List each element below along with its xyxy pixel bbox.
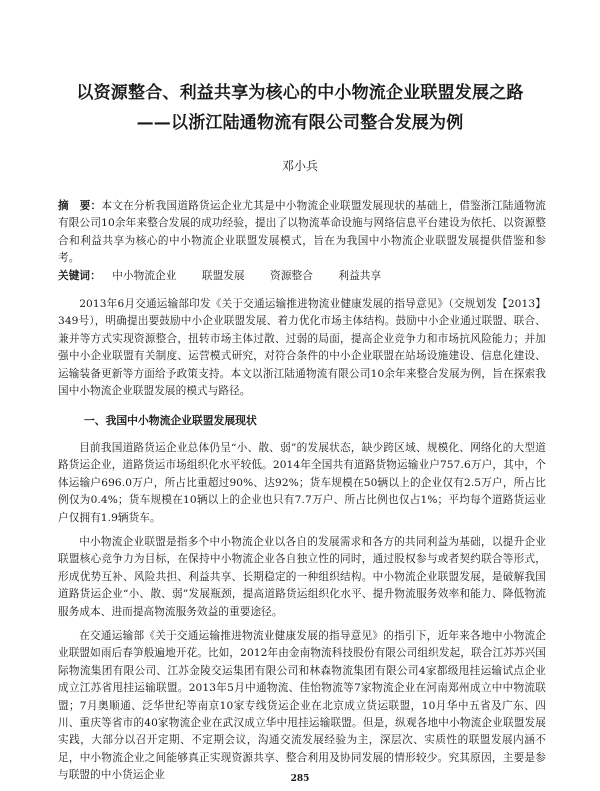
paper-subtitle: ——以浙江陆通物流有限公司整合发展为例 [136, 113, 464, 133]
keyword-item: 资源整合 [270, 270, 313, 282]
paper-title: 以资源整合、利益共享为核心的中小物流企业联盟发展之路 [76, 83, 524, 103]
keywords [58, 268, 546, 285]
section-heading: 一、我国中小物流企业联盟发展现状 [84, 414, 257, 427]
author-name: 邓小兵 [281, 159, 318, 173]
body-paragraph-examples: 在交通运输部《关于交通运输推进物流业健康发展的指导意见》的指引下，近年来各地中小物流企业联盟如雨后春笋般遍地开花。比如，2012年由金南物流科技股份有限公司组织发起，联合江苏苏兴国际物流集团有限公司、江苏金陵交运集团有限公司和林森物流集团有限公司4家都级甩挂运输试点企业成立江苏省甩挂运输联盟。2013年5月中通物流、佳怡物流等7家物流企业在河南郑州成立中中物流联盟；7月奥顺通、泛华世纪等南京10家专线货运企业在北京成立货运联盟，10月华中五省及广东、四川、重庆等省市的40家物流企业在武汉成立华中甩挂运输联盟。但是，纵观各地中小物流企业联盟发展实践，大部分以召开定期、不定期会议，沟通交流发展经验为主，深层次、实质性的联盟发展内涵不足，中小物流企业之间能够真正实现资源共享、整合利用及协同发展的情形较少。究其原因，主要是参与联盟的中小货运企业 [58, 630, 546, 782]
body-paragraph-status: 目前我国道路货运企业总体仍呈“小、散、弱”的发展状态，缺少跨区域、规模化、网络化的大型道路货运企业，道路货运市场组织化水平较低。2014年全国共有道路货物运输业户757.6万户，其中，个体运输户696.0万户，所占比重超过90%、达92%；货车规模在50辆以上的企业仅有2.5万户，所占比例仅为0.4%；货车规模在10辆以上的企业也只有7.7万户、所占比例也仅占1%；平均每个道路货运业户仅拥有1.9辆货车。 [58, 442, 546, 524]
keyword-item: 联盟发展 [201, 270, 245, 282]
page-number: 285 [290, 774, 310, 784]
abstract-label: 摘 要： [58, 200, 102, 212]
keyword-item: 中小物流企业 [112, 270, 177, 282]
body-paragraph-intro: 2013年6月交通运输部印发《关于交通运输推进物流业健康发展的指导意见》（交规划发【2013】349号），明确提出要鼓励中小企业联盟发展、着力优化市场主体结构。鼓励中小企业通过联盟、联合、兼并等方式实现资源整合，扭转市场主体过散、过弱的局面，提高企业竞争力和市场抗风险能力；并加强中小企业联盟有关制度、运营模式研究，对符合条件的中小企业联盟在站场设施建设、信息化建设、运输装备更新等方面给予政策支持。本文以浙江陆通物流有限公司10余年来整合发展为例，旨在探索我国中小物流企业联盟发展的模式与路径。 [58, 298, 546, 398]
keyword-item: 利益共享 [338, 270, 382, 282]
keywords-label: 关键词： [58, 270, 101, 282]
abstract [58, 198, 546, 268]
abstract-text: 本文在分析我国道路货运企业尤其是中小物流企业联盟发展现状的基础上，借鉴浙江陆通物流有限公司10余年来整合发展的成功经验，提出了以物流革命设施与网络信息平台建设为依托、以资源整合和利益共享为核心的中小物流企业联盟发展模式，旨在为我国中小物流企业联盟发展提供借鉴和参考。 [58, 200, 546, 265]
body-paragraph-definition: 中小物流企业联盟是指多个中小物流企业以各自的发展需求和各方的共同利益为基础，以提升企业联盟核心竞争力为目标，在保持中小物流企业各自独立性的同时，通过股权参与或者契约联合等形式，形成优势互补、风险共担、利益共享、长期稳定的一种组织结构。中小物流企业联盟发展，是破解我国道路货运企业“小、散、弱”发展瓶颈，提高道路货运组织化水平、提升物流服务效率和能力、降低物流服务成本、进而提高物流服务效益的重要途径。 [58, 536, 546, 618]
